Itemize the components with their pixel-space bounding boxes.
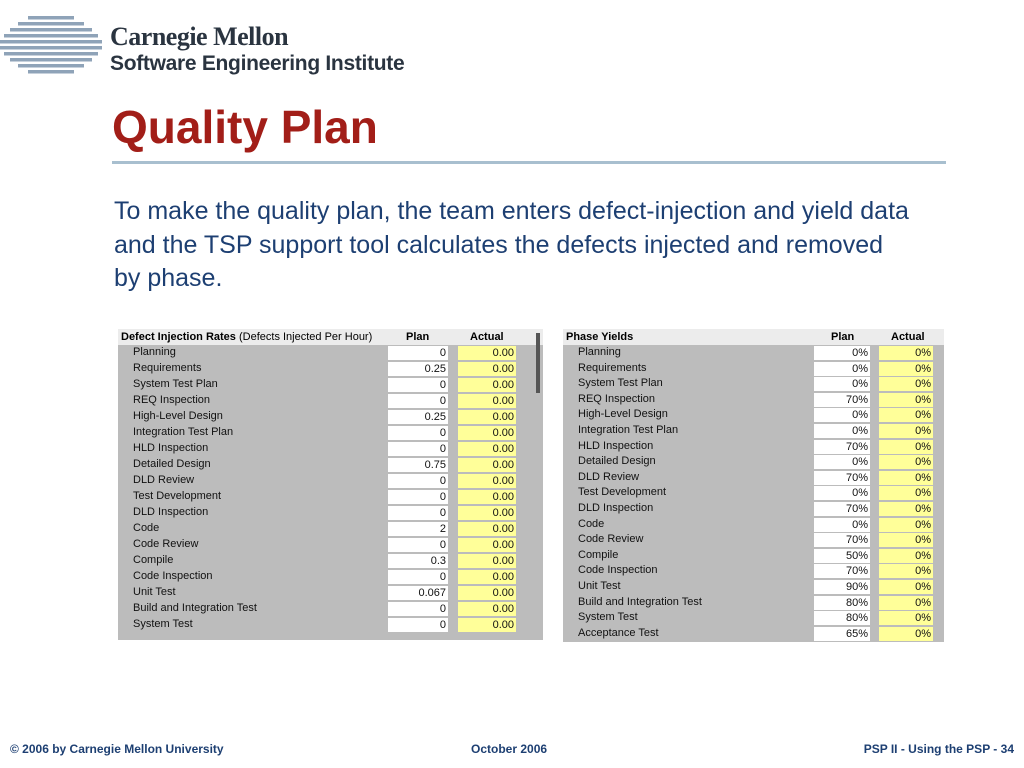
table-row <box>118 617 543 633</box>
plan-cell[interactable]: 0% <box>814 518 870 532</box>
actual-cell: 0% <box>879 455 933 469</box>
table-row <box>563 345 944 361</box>
table-row <box>563 563 944 579</box>
phase-label: Compile <box>133 554 174 566</box>
phase-label: System Test Plan <box>133 378 218 390</box>
table-row <box>118 377 543 393</box>
table-row <box>118 457 543 473</box>
table-row <box>118 393 543 409</box>
table-row <box>118 601 543 617</box>
table-title: Phase Yields <box>566 331 634 343</box>
plan-cell[interactable]: 65% <box>814 627 870 641</box>
actual-cell: 0% <box>879 596 933 610</box>
institute-name: Software Engineering Institute <box>110 52 405 75</box>
phase-label: Test Development <box>578 486 667 499</box>
table-row <box>563 595 944 611</box>
plan-cell[interactable]: 0% <box>814 486 870 500</box>
phase-label: DLD Inspection <box>133 506 209 518</box>
table-subtitle: (Defects Injected Per Hour) <box>238 331 373 343</box>
table-row <box>118 345 543 361</box>
plan-cell[interactable]: 0.75 <box>388 458 448 472</box>
phase-label: DLD Inspection <box>578 502 654 514</box>
table-header <box>118 329 543 345</box>
table-row <box>563 610 944 626</box>
plan-cell[interactable]: 0.067 <box>388 586 448 600</box>
column-plan: Plan <box>831 331 855 343</box>
plan-cell[interactable]: 0 <box>388 346 448 360</box>
actual-cell: 0% <box>879 611 933 625</box>
actual-cell: 0.00 <box>458 474 516 488</box>
plan-cell[interactable]: 0 <box>388 378 448 392</box>
plan-cell[interactable]: 0 <box>388 538 448 552</box>
plan-cell[interactable]: 0 <box>388 474 448 488</box>
table-row <box>563 361 944 377</box>
plan-cell[interactable]: 70% <box>814 502 870 516</box>
column-actual: Actual <box>470 331 504 343</box>
table-row <box>563 407 944 423</box>
actual-cell: 0% <box>879 408 933 422</box>
actual-cell: 0% <box>879 627 933 641</box>
table-row <box>563 579 944 595</box>
table-row <box>563 532 944 548</box>
phase-label: HLD Inspection <box>133 442 209 454</box>
phase-label: Unit Test <box>578 580 621 592</box>
table-row <box>563 548 944 564</box>
sei-logo-icon <box>0 14 104 78</box>
plan-cell[interactable]: 0.25 <box>388 410 448 424</box>
table-row <box>118 585 543 601</box>
table-row <box>118 489 543 505</box>
phase-label: Unit Test <box>133 586 176 598</box>
phase-label: Code <box>578 517 605 530</box>
phase-label: Planning <box>578 346 621 358</box>
actual-cell: 0% <box>879 549 933 563</box>
phase-label: System Test Plan <box>578 377 663 390</box>
phase-label: REQ Inspection <box>578 392 656 405</box>
table-row <box>563 501 944 517</box>
org-name: Carnegie Mellon <box>110 22 289 51</box>
column-plan: Plan <box>406 331 430 343</box>
plan-cell[interactable]: 0 <box>388 442 448 456</box>
plan-cell[interactable]: 0% <box>814 455 870 469</box>
actual-cell: 0.00 <box>458 618 516 632</box>
column-actual: Actual <box>891 331 925 343</box>
table-row <box>563 626 944 642</box>
table-row <box>118 441 543 457</box>
plan-cell[interactable]: 80% <box>814 611 870 625</box>
table-row <box>118 521 543 537</box>
phase-label: Planning <box>133 346 176 358</box>
actual-cell: 0% <box>879 502 933 516</box>
plan-cell[interactable]: 0.25 <box>388 362 448 376</box>
phase-label: System Test <box>133 618 193 630</box>
plan-cell[interactable]: 0% <box>814 362 870 376</box>
plan-cell[interactable]: 2 <box>388 522 448 536</box>
phase-label: REQ Inspection <box>133 394 211 406</box>
actual-cell: 0.00 <box>458 586 516 600</box>
table-row <box>563 517 944 533</box>
plan-cell[interactable]: 0% <box>814 408 870 422</box>
table-row <box>118 409 543 425</box>
actual-cell: 0.00 <box>458 538 516 552</box>
actual-cell: 0% <box>879 471 933 485</box>
phase-label: HLD Inspection <box>578 439 654 452</box>
plan-cell[interactable]: 0 <box>388 602 448 616</box>
table-row <box>563 423 944 439</box>
defect-injection-table <box>118 329 543 640</box>
plan-cell[interactable]: 0 <box>388 506 448 520</box>
actual-cell: 0% <box>879 518 933 532</box>
actual-cell: 0% <box>879 533 933 547</box>
phase-label: Detailed Design <box>133 458 211 470</box>
phase-label: High-Level Design <box>578 408 668 421</box>
actual-cell: 0.00 <box>458 394 516 408</box>
phase-label: Requirements <box>578 361 647 374</box>
table-row <box>563 439 944 455</box>
slide-body-text: To make the quality plan, the team enters defect-injection and yield data and the TSP support tool calculates the defects injected and removed by phase. <box>114 197 909 292</box>
phase-label: Code Inspection <box>578 564 658 577</box>
actual-cell: 0% <box>879 362 933 376</box>
table-row <box>118 537 543 553</box>
phase-label: Integration Test Plan <box>578 424 679 436</box>
actual-cell: 0.00 <box>458 570 516 584</box>
plan-cell[interactable]: 0 <box>388 570 448 584</box>
plan-cell[interactable]: 0 <box>388 618 448 632</box>
footer-page: PSP II - Using the PSP - 34 <box>863 742 1014 756</box>
table-row <box>118 361 543 377</box>
phase-label: Compile <box>578 548 619 561</box>
actual-cell: 0% <box>879 564 933 578</box>
plan-cell[interactable]: 90% <box>814 580 870 594</box>
phase-label: Code Review <box>133 538 199 550</box>
actual-cell: 0.00 <box>458 506 516 520</box>
slide-title: Quality Plan <box>112 101 378 153</box>
plan-cell[interactable]: 80% <box>814 596 870 610</box>
plan-cell[interactable]: 0 <box>388 394 448 408</box>
table-row <box>118 569 543 585</box>
title-divider <box>112 161 946 164</box>
actual-cell: 0% <box>879 440 933 454</box>
plan-cell[interactable]: 0% <box>814 377 870 391</box>
phase-label: High-Level Design <box>133 410 223 422</box>
actual-cell: 0% <box>879 486 933 500</box>
actual-cell: 0.00 <box>458 602 516 616</box>
plan-cell[interactable]: 70% <box>814 533 870 547</box>
table-row <box>118 553 543 569</box>
phase-label: Build and Integration Test <box>578 595 702 608</box>
actual-cell: 0.00 <box>458 458 516 472</box>
plan-cell[interactable]: 70% <box>814 564 870 578</box>
phase-label: Code Inspection <box>133 570 213 582</box>
actual-cell: 0.00 <box>458 522 516 536</box>
plan-cell[interactable]: 0 <box>388 426 448 440</box>
actual-cell: 0.00 <box>458 378 516 392</box>
actual-cell: 0.00 <box>458 490 516 504</box>
actual-cell: 0.00 <box>458 410 516 424</box>
plan-cell[interactable]: 0.3 <box>388 554 448 568</box>
phase-label: Build and Integration Test <box>133 602 257 614</box>
plan-cell[interactable]: 0% <box>814 346 870 360</box>
actual-cell: 0% <box>879 580 933 594</box>
phase-yields-table <box>563 329 944 642</box>
table-title: Defect Injection Rates (Defects Injected Per Hour) <box>121 331 373 343</box>
actual-cell: 0.00 <box>458 346 516 360</box>
table-row <box>118 473 543 489</box>
actual-cell: 0% <box>879 393 933 407</box>
table-header <box>563 329 944 345</box>
plan-cell[interactable]: 0 <box>388 490 448 504</box>
table-row <box>563 392 944 408</box>
table-row <box>563 376 944 392</box>
table-row <box>563 454 944 470</box>
table-row <box>118 505 543 521</box>
actual-cell: 0.00 <box>458 554 516 568</box>
actual-cell: 0.00 <box>458 426 516 440</box>
phase-label: Detailed Design <box>578 455 656 468</box>
phase-label: System Test <box>578 611 638 624</box>
phase-label: Code <box>133 522 160 534</box>
phase-label: Test Development <box>133 490 222 502</box>
phase-label: DLD Review <box>578 470 640 483</box>
actual-cell: 0.00 <box>458 442 516 456</box>
plan-cell[interactable]: 70% <box>814 393 870 407</box>
footer-copyright: © 2006 by Carnegie Mellon University <box>10 742 224 756</box>
table-row <box>563 470 944 486</box>
plan-cell[interactable]: 50% <box>814 549 870 563</box>
table-row <box>563 485 944 501</box>
plan-cell[interactable]: 70% <box>814 471 870 485</box>
actual-cell: 0% <box>879 377 933 391</box>
actual-cell: 0% <box>879 346 933 360</box>
table-row <box>118 425 543 441</box>
plan-cell[interactable]: 0% <box>814 424 870 438</box>
phase-label: DLD Review <box>133 474 195 486</box>
phase-label: Integration Test Plan <box>133 426 234 438</box>
actual-cell: 0.00 <box>458 362 516 376</box>
phase-label: Requirements <box>133 362 202 374</box>
actual-cell: 0% <box>879 424 933 438</box>
phase-label: Acceptance Test <box>578 626 659 639</box>
plan-cell[interactable]: 70% <box>814 440 870 454</box>
footer-date: October 2006 <box>471 742 548 756</box>
phase-label: Code Review <box>578 533 644 546</box>
